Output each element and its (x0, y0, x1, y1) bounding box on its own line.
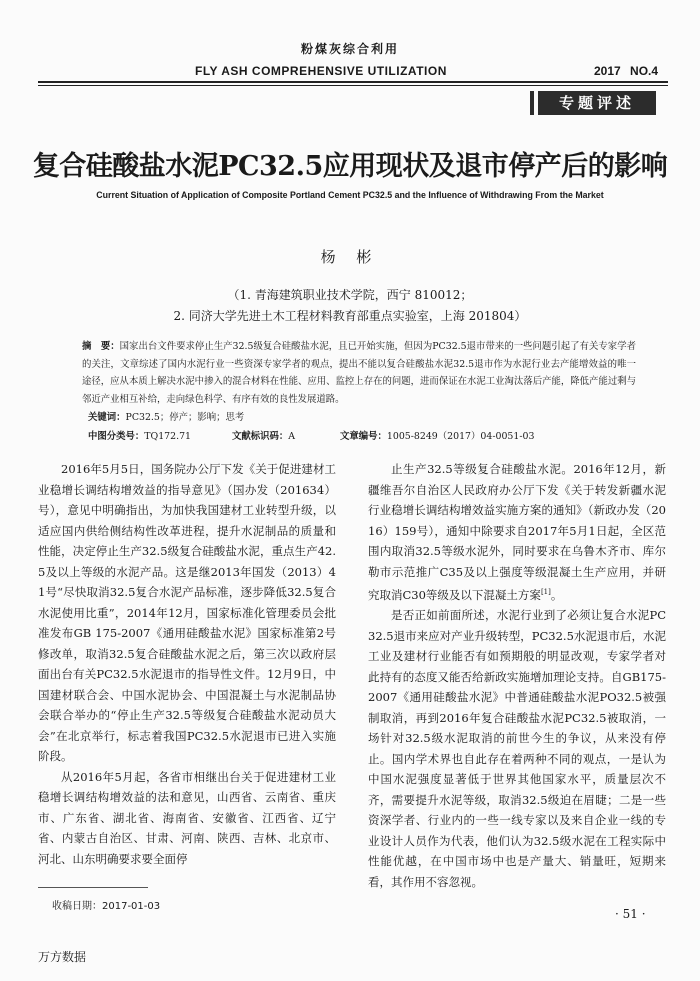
affiliation-2: 2. 同济大学先进土木工程材料教育部重点实验室，上海 201804） (173, 309, 527, 323)
received-date (52, 897, 160, 912)
doc-code-label: 文献标识码： (232, 431, 289, 442)
keywords-text: PC32.5；停产；影响；思考 (125, 412, 245, 423)
footnote-rule (38, 887, 148, 888)
doc-code (232, 428, 295, 442)
keywords (88, 409, 244, 423)
article-number (340, 428, 534, 442)
clc-label: 中图分类号： (88, 431, 145, 442)
abstract-text: 国家出台文件要求停止生产32.5级复合硅酸盐水泥，且已开始实施，但因为PC32.5退市带来的一些问题引起了有关专家学者的关注，文章综述了国内水泥行业一些资深专家学者的观点，提出不能以复合硅酸盐水泥32.5退市作为水泥行业去产能增效益的唯一途径，应从本质上解决水泥中掺入的混合材料在性能、应用、监控上存在的问题，进而保证在水泥工业淘汰落后产能，降低产能过剩与邻近产业相互补给，走向绿色科学、有序有效的良性发展道路。 (82, 341, 636, 405)
section-badge-edge (530, 91, 534, 115)
clc-value: TQ172.71 (144, 431, 192, 442)
received-label: 收稿日期： (52, 901, 102, 912)
author: 杨 彬 (320, 248, 380, 266)
paragraph: 是否正如前面所述，水泥行业到了必须让复合水泥PC32.5退市来应对产业升级转型，PC32.5水泥退市后，水泥工业及建材行业能否有如预期般的明显改观，专家学者对此持有的态度又能否给新政实施增加理论支持。自GB175-2007《通用硅酸盐水泥》中普通硅酸盐水泥PO32.5被强制取消，再到2016年复合硅酸盐水泥PC32.5被取消，一场针对32.5级水泥取消的前世今生的争议，从来没有停止。国内学术界也自此存在着两种不同的观点，一是认为中国水泥强度显著低于世界其他国家水平，质量层次不齐，需要提升水泥等级，取消32.5级迫在眉睫；二是一些资深学者、行业内的一些一线专家以及来自企业一线的专业设计人员作为代表，他们认为32.5级水泥在工程实际中性能优越，在中国市场中也是产量大、销量旺，短期来看，其作用不容忽视。 (368, 608, 666, 889)
article-number-value: 1005-8249（2017）04-0051-03 (386, 431, 535, 442)
keywords-label: 关键词： (88, 412, 126, 423)
section-badge: 专题评述 (538, 91, 656, 115)
issue-number: 2017 NO.4 (594, 64, 659, 78)
paragraph-end: 。 (550, 587, 563, 602)
journal-title-cn: 粉煤灰综合利用 (300, 42, 399, 56)
body-column-right (368, 459, 666, 892)
header-rule-thin (38, 85, 668, 86)
abstract (82, 338, 636, 408)
affiliation-1: （1. 青海建筑职业技术学院，西宁 810012； (227, 288, 473, 302)
paragraph-text: 止生产32.5等级复合硅酸盐水泥。2016年12月，新疆维吾尔自治区人民政府办公厅下发《关于转发新疆水泥行业稳增长调结构增效益实施方案的通知》（新政办发（2016）159号），通知中除要求自2017年5月1日起，全区范围内取消32.5等级水泥外，同时要求在乌鲁木齐市、库尔勒市示范推广C35及以上强度等级混凝土生产应用，并研究取消C30等级及以下混凝土方案 (368, 462, 666, 602)
paragraph (368, 459, 666, 605)
body-column-left (38, 459, 336, 869)
abstract-label: 摘 要： (82, 341, 120, 352)
article-title-en: Current Situation of Application of Composite Portland Cement PC32.5 and the Influence of Withdrawing From the Market (96, 190, 604, 200)
doc-code-value: A (288, 431, 296, 442)
article-number-label: 文章编号： (340, 431, 387, 442)
paragraph: 从2016年5月起，各省市相继出台关于促进建材工业稳增长调结构增效益的法和意见，山西省、云南省、重庆市、广东省、湖北省、海南省、安徽省、江西省、辽宁省、内蒙古自治区、甘肃、河南、陕西、吉林、北京市、河北、山东明确要求要全面停 (38, 769, 336, 866)
page-number: · 51 · (615, 907, 646, 921)
paragraph: 2016年5月5日，国务院办公厅下发《关于促进建材工业稳增长调结构增效益的指导意见》（国办发（201634）号），意见中明确指出，为加快我国建材工业转型升级，以适应国内供给侧结构性改革进程，提升水泥制品的质量和性能，决定停止生产32.5级复合硅酸盐水泥，重点生产42.5及以上等级的水泥产品。这是继2013年国发（2013）41号“尽快取消32.5复合水泥产品标准，逐步降低32.5复合水泥使用比重”，2014年12月，国家标准化管理委员会批准发布GB 175-2007《通用硅酸盐水泥》国家标准第2号修改单，取消32.5复合硅酸盐水泥之后，第三次以政府层面出台有关PC32.5水泥退市的指导性文件。12月9日，中国建材联合会、中国水泥协会、中国混凝土与水泥制品协会联合举办的“停止生产32.5等级复合硅酸盐水泥动员大会”在北京举行，标志着我国PC32.5水泥退市已进入实施阶段。 (38, 462, 336, 763)
article-title-cn: 复合硅酸盐水泥PC32.5应用现状及退市停产后的影响 (32, 151, 668, 182)
journal-title-en: FLY ASH COMPREHENSIVE UTILIZATION (195, 64, 447, 78)
wanfang-watermark: 万方数据 (38, 950, 87, 964)
received-value: 2017-01-03 (102, 901, 161, 912)
header-rule-thick (38, 81, 668, 83)
citation-ref: [1] (540, 588, 551, 596)
clc-number (88, 428, 191, 442)
